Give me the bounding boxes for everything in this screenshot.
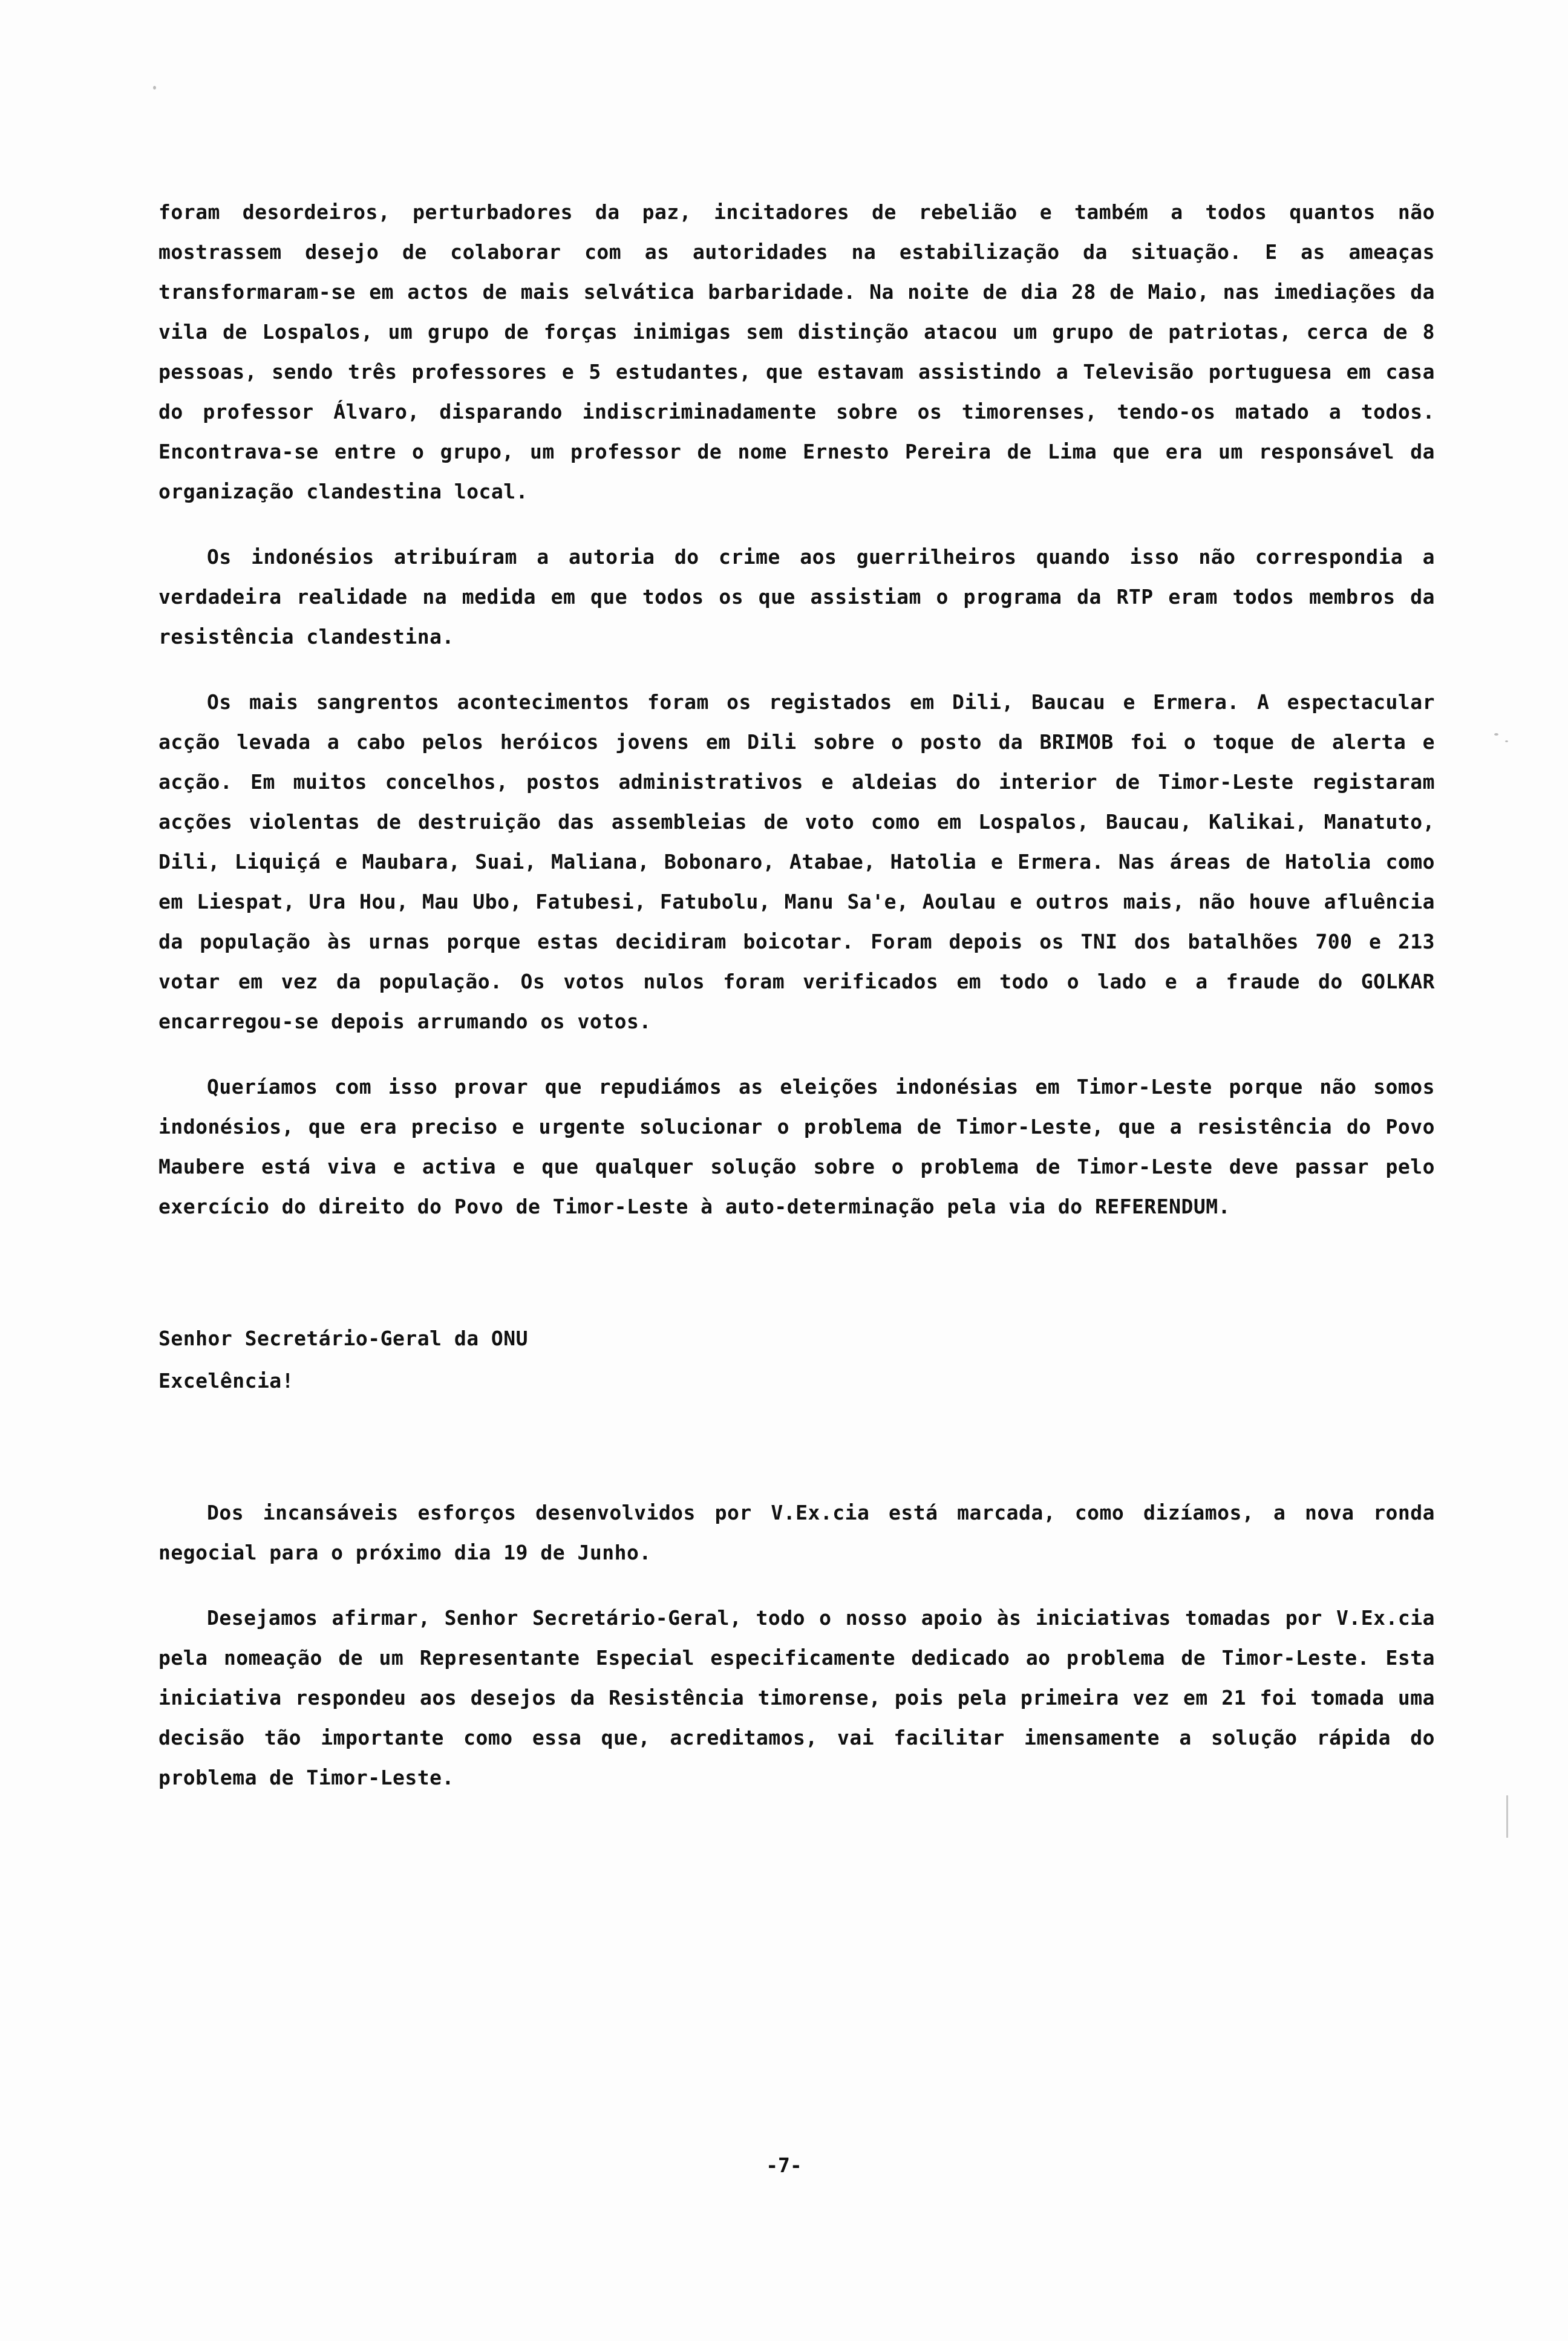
paragraph-support: Desejamos afirmar, Senhor Secretário-Geral, todo o nosso apoio às iniciativas tomadas por V.Ex.cia pela nomeação de um Representante Especial especificamente dedicado ao problema de Timor-Leste. Esta iniciativa respondeu aos desejos da Resistência timorense, pois pela primeira vez em 21 foi tomada uma decisão tão importante como essa que, acreditamos, vai facilitar imensamente a solução rápida do problema de Timor-Leste. <box>158 1606 1435 1789</box>
scan-speck <box>1505 740 1508 742</box>
paragraph-referendum: Queríamos com isso provar que repudiámos as eleições indonésias em Timor-Leste porque não somos indonésios, que era preciso e urgente solucionar o problema de Timor-Leste, que a resistência do Povo Maubere está viva e activa e que qualquer solução sobre o problema de Timor-Leste deve passar pelo exercício do direito do Povo de Timor-Leste à auto-determinação pela via do REFERENDUM. <box>158 1075 1435 1218</box>
page-number: -7- <box>766 2153 802 2177</box>
paragraph-continued: foram desordeiros, perturbadores da paz, incitadores de rebelião e também a todos quantos não mostrassem desejo de colaborar com as autoridades na estabilização da situação. E as ameaças transformaram-se em actos de mais selvática barbaridade. Na noite de dia 28 de Maio, nas imediações da vila de Lospalos, um grupo de forças inimigas sem distinção atacou um grupo de patriotas, cerca de 8 pessoas, sendo três professores e 5 estudantes, que estavam assistindo a Televisão portuguesa em casa do professor Álvaro, disparando indiscriminadamente sobre os timorenses, tendo-os matado a todos. Encontrava-se entre o grupo, um professor de nome Ernesto Pereira de Lima que era um responsável da organização clandestina local. <box>158 200 1435 503</box>
scan-speck <box>1494 733 1498 736</box>
paragraph-events: Os mais sangrentos acontecimentos foram os registados em Dili, Baucau e Ermera. A espectacular acção levada a cabo pelos heróicos jovens em Dili sobre o posto da BRIMOB foi o toque de alerta e acção. Em muitos concelhos, postos administrativos e aldeias do interior de Timor-Leste registaram acções violentas de destruição das assembleias de voto como em Lospalos, Baucau, Kalikai, Manatuto, Dili, Liquiçá e Maubara, Suai, Maliana, Bobonaro, Atabae, Hatolia e Ermera. Nas áreas de Hatolia como em Liespat, Ura Hou, Mau Ubo, Fatubesi, Fatubolu, Manu Sa'e, Aoulau e outros mais, não houve afluência da população às urnas porque estas decidiram boicotar. Foram depois os TNI dos batalhões 700 e 213 votar em vez da população. Os votos nulos foram verificados em todo o lado e a fraude do GOLKAR encarregou-se depois arrumando os votos. <box>158 690 1435 1033</box>
scan-speck <box>153 86 156 90</box>
paragraph-attribution: Os indonésios atribuíram a autoria do crime aos guerrilheiros quando isso não correspondia a verdadeira realidade na medida em que todos os que assistiam o programa da RTP eram todos membros da resistência clandestina. <box>158 545 1435 648</box>
salutation-honorific: Excelência! <box>158 1369 295 1393</box>
salutation <box>158 1317 1435 1402</box>
paragraph-negotiations: Dos incansáveis esforços desenvolvidos por V.Ex.cia está marcada, como dizíamos, a nova ronda negocial para o próximo dia 19 de Junho. <box>158 1501 1435 1564</box>
salutation-addressee: Senhor Secretário-Geral da ONU <box>158 1327 529 1350</box>
body-text <box>158 192 1435 1798</box>
scan-margin-mark <box>1506 1795 1508 1838</box>
